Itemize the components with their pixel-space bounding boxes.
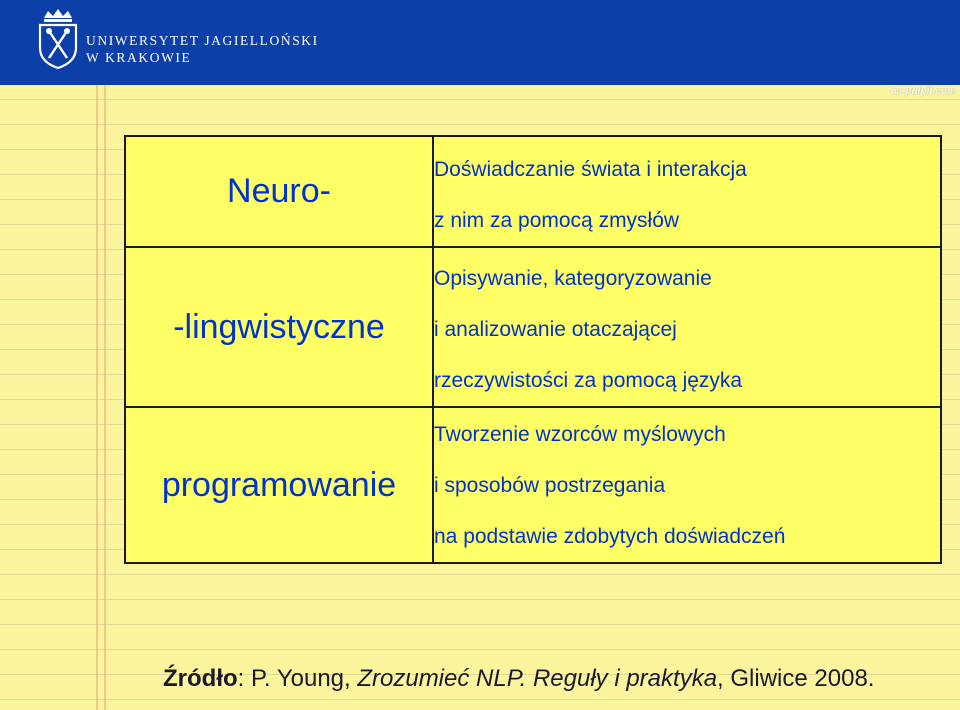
source-separator: : — [237, 665, 245, 692]
source-citation — [163, 665, 874, 693]
description-line: rzeczywistości za pomocą języka — [434, 369, 743, 392]
description-line: Opisywanie, kategoryzowanie — [434, 267, 712, 290]
university-crest-icon — [38, 8, 78, 70]
table-row-neuro — [125, 136, 941, 247]
term-neuro: Neuro- — [125, 136, 433, 247]
header-bar — [0, 0, 960, 85]
source-book-title: Zrozumieć NLP. Reguły i praktyka — [357, 665, 718, 692]
table-row-lingwistyczne — [125, 247, 941, 407]
description-line: na podstawie zdobytych doświadczeń — [434, 525, 786, 548]
description-neuro — [433, 136, 941, 247]
description-programowanie — [433, 407, 941, 563]
description-line: i sposobów postrzegania — [434, 474, 666, 497]
table-row-programowanie — [125, 407, 941, 563]
description-line: z nim za pomocą zmysłów — [434, 209, 680, 232]
description-line: Tworzenie wzorców myślowych — [434, 423, 726, 446]
description-line: Doświadczanie świata i interakcja — [434, 158, 747, 181]
university-name-line-1: UNIWERSYTET JAGIELLOŃSKI — [86, 33, 319, 48]
university-name-line-2: W KRAKOWIE — [86, 50, 192, 65]
university-name — [86, 32, 319, 66]
description-line: i analizowanie otaczającej — [434, 318, 677, 341]
nlp-definition-table — [124, 135, 942, 564]
term-lingwistyczne: -lingwistyczne — [125, 247, 433, 407]
source-publication: , Gliwice 2008. — [717, 665, 875, 692]
source-label: Źródło — [163, 665, 238, 692]
source-author: P. Young, — [244, 665, 358, 692]
watermark: na-pulpit.com — [890, 86, 956, 97]
description-lingwistyczne — [433, 247, 941, 407]
term-programowanie: programowanie — [125, 407, 433, 563]
